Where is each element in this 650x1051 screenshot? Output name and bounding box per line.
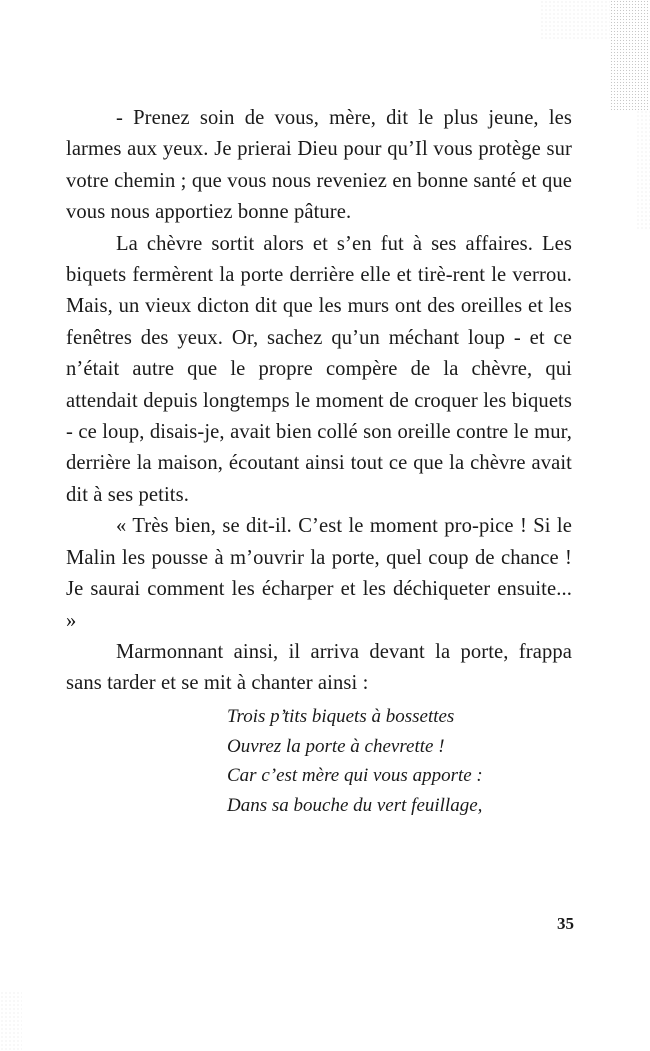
body-text	[66, 103, 572, 700]
scan-artifact-right-edge	[636, 110, 650, 230]
page-number: 35	[557, 914, 574, 933]
paragraph-youngest-prayer: - Prenez soin de vous, mère, dit le plus jeune, les larmes aux yeux. Je prierai Dieu pour qu’Il vous protège sur votre chemin ; que vous nous reveniez en bonne santé et que vous nous apportiez bonne pâture.	[66, 107, 572, 224]
paragraph-wolf-thoughts: « Très bien, se dit-il. C’est le moment pro-pice ! Si le Malin les pousse à m’ouvrir la porte, quel coup de chance ! Je saurai comment les écharper et les déchiqueter ensuite... »	[66, 515, 572, 632]
scan-artifact-top-right	[610, 0, 650, 110]
paragraph-goat-leaves: La chèvre sortit alors et s’en fut à ses affaires. Les biquets fermèrent la porte derrière elle et tirè-rent le verrou. Mais, un vieux dicton dit que les murs ont des oreilles et les fenêtres des yeux. Or, sachez qu’un méchant loup - et ce n’était autre que le propre compère de la chèvre, qui attendait depuis longtemps le moment de croquer les biquets - ce loup, disais-je, avait bien collé son oreille contre le mur, derrière la maison, écoutant ainsi tout ce que la chèvre avait dit à ses petits.	[66, 232, 572, 506]
scan-artifact-top-fade	[540, 0, 610, 40]
verse-line: Ouvrez la porte à chevrette !	[227, 735, 445, 757]
verse-line: Dans sa bouche du vert feuillage,	[227, 794, 483, 816]
verse-line: Trois p’tits biquets à bossettes	[227, 706, 455, 727]
song-verse	[227, 702, 483, 820]
scan-artifact-bottom-left	[0, 991, 22, 1051]
paragraph-wolf-arrives: Marmonnant ainsi, il arriva devant la porte, frappa sans tarder et se mit à chanter ainsi :	[66, 640, 572, 695]
verse-line: Car c’est mère qui vous apporte :	[227, 765, 483, 786]
